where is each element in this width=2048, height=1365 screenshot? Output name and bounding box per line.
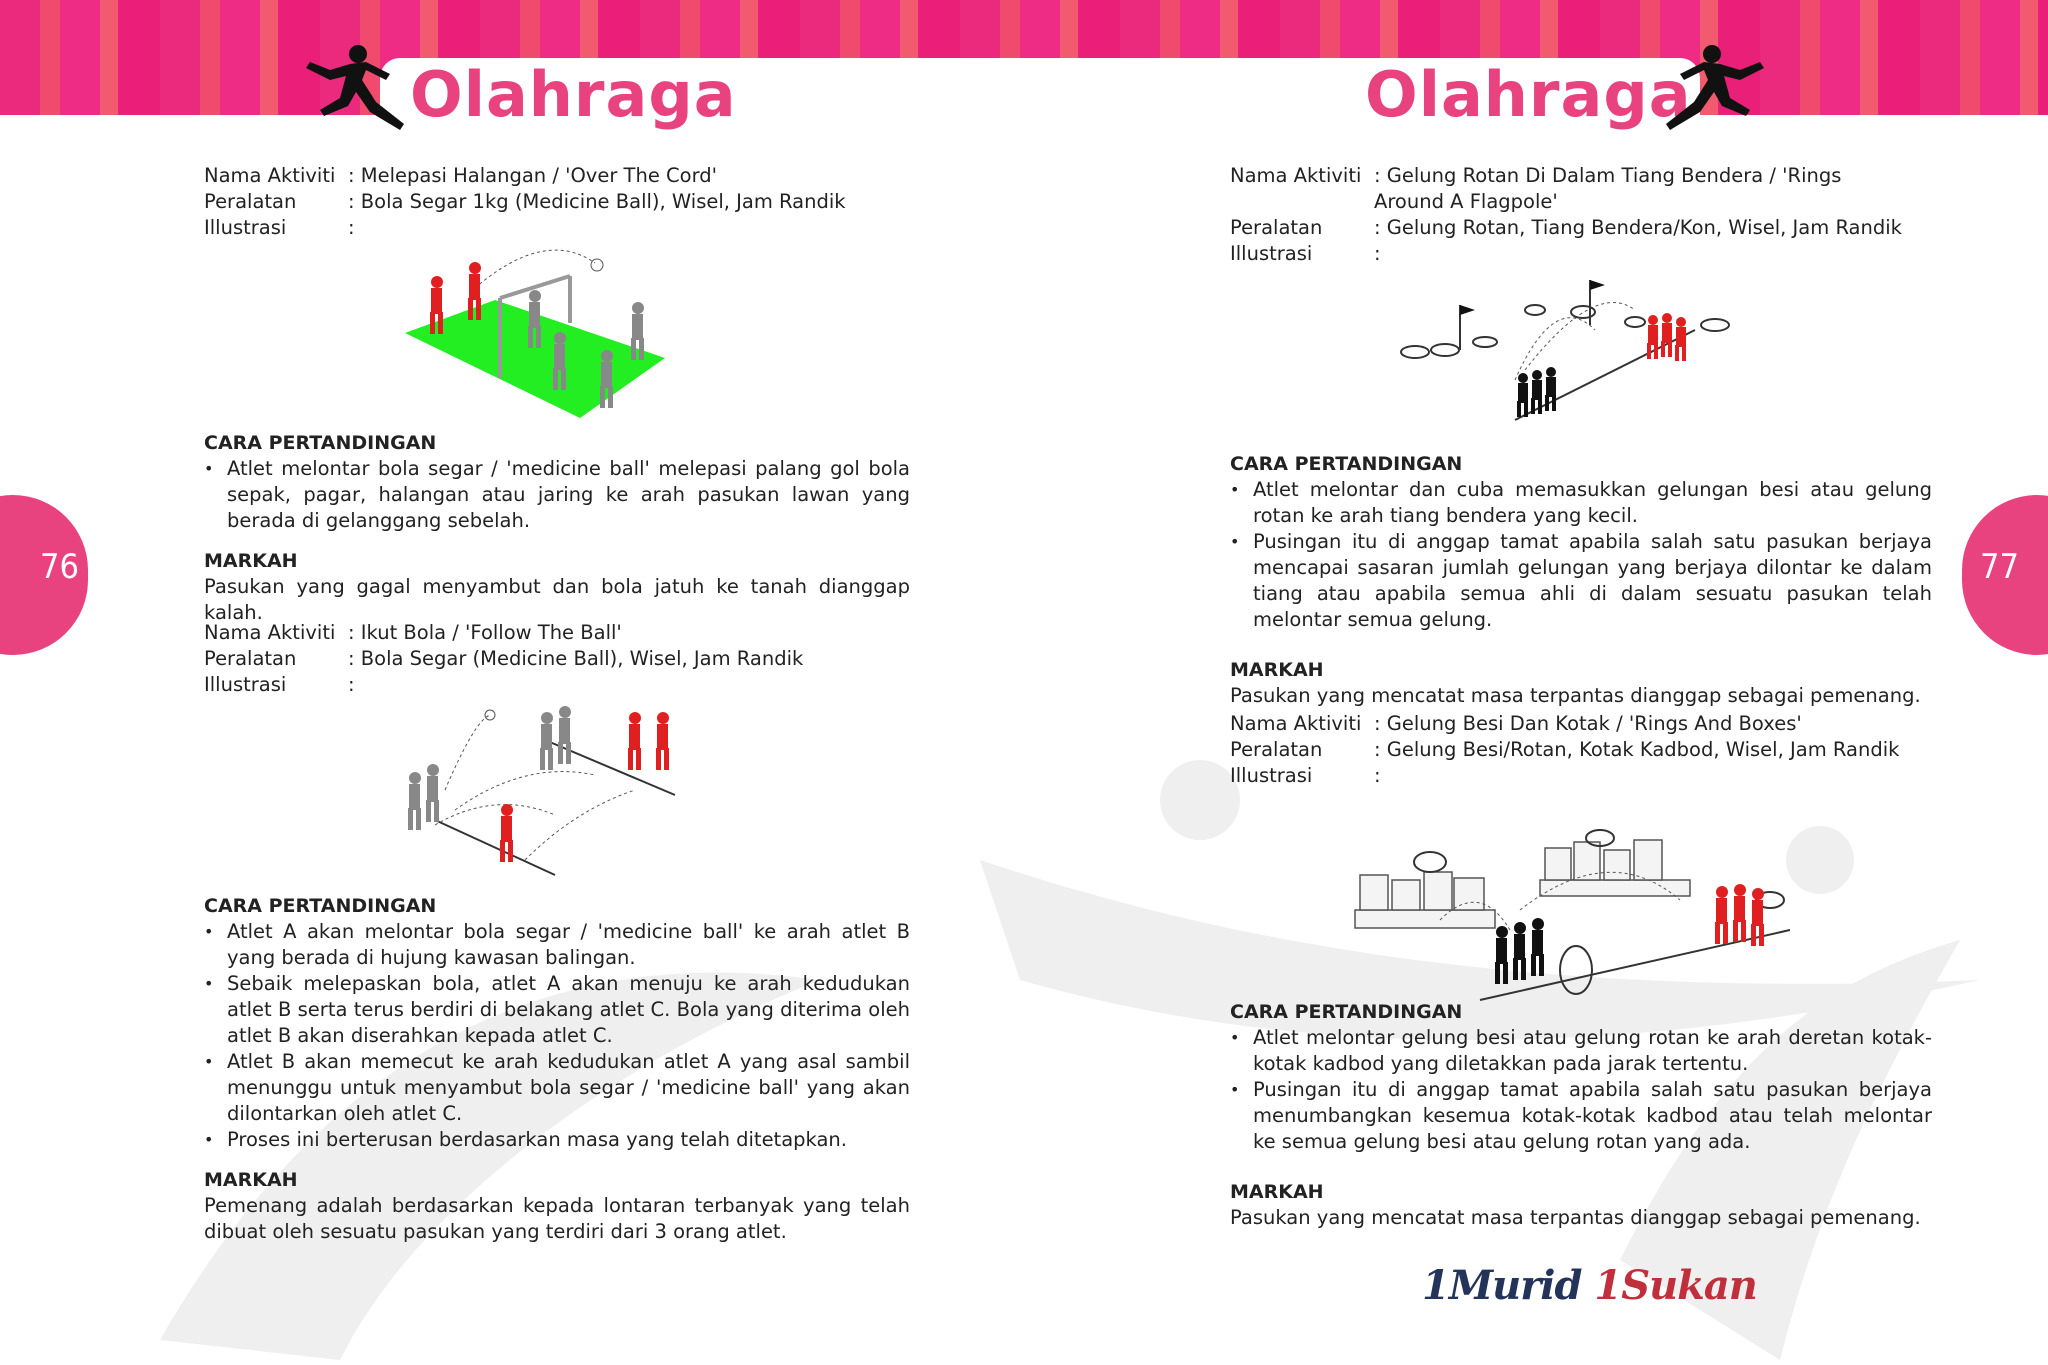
illustration-over-the-cord <box>395 248 670 423</box>
runner-icon <box>300 40 410 140</box>
rule-item: • Pusingan itu di anggap tamat apabila salah satu pasukan berjaya mencapai sasaran jumlah gelungan yang berjaya dilontar ke dalam tiang atau apabila semua ahli di dalam sesuatu pasukan telah melontar semua gelung. <box>1230 529 1932 633</box>
rule-item: • Pusingan itu di anggap tamat apabila salah satu pasukan berjaya menumbangkan kesemua kotak-kotak kadbod atau telah melontar ke semua gelung besi atau gelung rotan yang ada. <box>1230 1077 1932 1155</box>
nama-label: Nama Aktiviti <box>204 164 336 187</box>
rule-item: • Atlet A akan melontar bola segar / 'medicine ball' ke arah atlet B yang berada di hujung kawasan balingan. <box>204 919 910 971</box>
logo-part-murid: 1Murid <box>1422 1262 1582 1309</box>
page-number-tab <box>0 495 88 655</box>
rule-item: • Atlet melontar dan cuba memasukkan gelungan besi atau gelung rotan ke arah tiang bendera yang kecil. <box>1230 477 1932 529</box>
markah-heading: MARKAH <box>204 550 298 572</box>
nama-value: : Gelung Rotan Di Dalam Tiang Bendera / 'Rings Around A Flagpole' <box>1374 164 1842 213</box>
markah-text: Pasukan yang mencatat masa terpantas dianggap sebagai pemenang. <box>1230 684 1921 707</box>
activity-rules <box>1230 999 1932 1231</box>
peralatan-label: Peralatan <box>1230 738 1323 761</box>
nama-label: Nama Aktiviti <box>1230 164 1362 187</box>
illustrasi-label: Illustrasi <box>1230 242 1313 265</box>
page-title-right: Olahraga <box>1365 58 1692 131</box>
runner-icon <box>1660 40 1770 140</box>
peralatan-value: : Gelung Besi/Rotan, Kotak Kadbod, Wisel, Jam Randik <box>1374 738 1900 761</box>
activity-rules <box>204 430 910 626</box>
logo-part-sukan: 1Sukan <box>1594 1262 1757 1309</box>
cara-heading: CARA PERTANDINGAN <box>204 895 437 917</box>
peralatan-label: Peralatan <box>204 647 297 670</box>
illustrasi-label: Illustrasi <box>204 216 287 239</box>
peralatan-label: Peralatan <box>204 190 297 213</box>
nama-value: : Melepasi Halangan / 'Over The Cord' <box>348 164 717 187</box>
illustration-follow-the-ball <box>395 700 685 880</box>
illustration-rings-flagpole <box>1395 270 1740 440</box>
illustrasi-label: Illustrasi <box>204 673 287 696</box>
logo-1murid-1sukan <box>1422 1262 1757 1309</box>
cara-heading: CARA PERTANDINGAN <box>1230 1001 1463 1023</box>
activity-info <box>204 620 910 698</box>
activity-rules <box>1230 451 1932 709</box>
peralatan-value: : Bola Segar (Medicine Ball), Wisel, Jam Randik <box>348 647 804 670</box>
illustrasi-value: : <box>1374 242 1381 265</box>
rule-item: • Atlet B akan memecut ke arah kedudukan atlet A yang asal sambil menunggu untuk menyambut bola segar / 'medicine ball' yang akan dilontarkan oleh atlet C. <box>204 1049 910 1127</box>
nama-value: : Ikut Bola / 'Follow The Ball' <box>348 621 622 644</box>
illustration-rings-boxes <box>1350 820 1790 1010</box>
markah-text: Pasukan yang mencatat masa terpantas dianggap sebagai pemenang. <box>1230 1206 1921 1229</box>
activity-info <box>204 163 910 241</box>
illustrasi-value: : <box>348 673 355 696</box>
activity-info <box>1230 163 1932 267</box>
markah-heading: MARKAH <box>1230 1181 1324 1203</box>
page-title-left: Olahraga <box>410 58 737 131</box>
markah-text: Pemenang adalah berdasarkan kepada lontaran terbanyak yang telah dibuat oleh sesuatu pasukan yang terdiri dari 3 orang atlet. <box>204 1194 910 1243</box>
markah-heading: MARKAH <box>204 1169 298 1191</box>
activity-rules <box>204 893 910 1245</box>
illustrasi-value: : <box>1374 764 1381 787</box>
peralatan-value: : Gelung Rotan, Tiang Bendera/Kon, Wisel, Jam Randik <box>1374 216 1902 239</box>
rule-item: • Sebaik melepaskan bola, atlet A akan menuju ke arah kedudukan atlet B serta terus berdiri di belakang atlet C. Bola yang diterima oleh atlet B akan diserahkan kepada atlet C. <box>204 971 910 1049</box>
illustrasi-value: : <box>348 216 355 239</box>
nama-label: Nama Aktiviti <box>1230 712 1362 735</box>
peralatan-label: Peralatan <box>1230 216 1323 239</box>
nama-value: : Gelung Besi Dan Kotak / 'Rings And Boxes' <box>1374 712 1802 735</box>
page-number: 77 <box>1980 547 2019 587</box>
peralatan-value: : Bola Segar 1kg (Medicine Ball), Wisel, Jam Randik <box>348 190 846 213</box>
rule-item: • Atlet melontar gelung besi atau gelung rotan ke arah deretan kotak-kotak kadbod yang diletakkan pada jarak tertentu. <box>1230 1025 1932 1077</box>
activity-info <box>1230 711 1932 789</box>
cara-heading: CARA PERTANDINGAN <box>1230 453 1463 475</box>
illustrasi-label: Illustrasi <box>1230 764 1313 787</box>
cara-heading: CARA PERTANDINGAN <box>204 432 437 454</box>
markah-heading: MARKAH <box>1230 659 1324 681</box>
page-number: 76 <box>40 547 79 587</box>
markah-text: Pasukan yang gagal menyambut dan bola jatuh ke tanah dianggap kalah. <box>204 575 910 624</box>
rule-item: • Proses ini berterusan berdasarkan masa yang telah ditetapkan. <box>204 1127 910 1153</box>
nama-label: Nama Aktiviti <box>204 621 336 644</box>
rule-item: • Atlet melontar bola segar / 'medicine ball' melepasi palang gol bola sepak, pagar, halangan atau jaring ke arah pasukan lawan yang berada di gelanggang sebelah. <box>204 456 910 534</box>
